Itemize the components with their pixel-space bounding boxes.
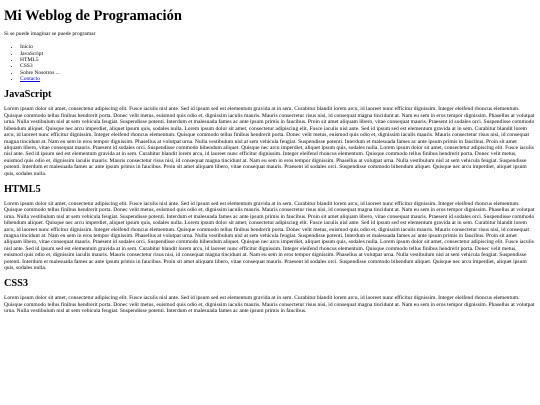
section-body: Lorem ipsum dolor sit amet, consectetur adipiscing elit. Fusce iaculis nisl ante. Sed id ipsum sed est elementum gravida at in sem. Curabitur blandit lorem arcu, id laoreet nunc efficitur dignissim. Integer eleifend rhoncus elementum. Quisque commodo tellus finibus hendrerit porta. Donec velit metus, euismod quis odio et, dignissim iaculis mauris. Mauris consectetur risus nisi, id consequat magna tincidunt at. Nam eu sem in eros tempor dignissim. Phasellus at volutpat urna. Nulla vestibulum nisl at sem vehicula feugiat. Suspendisse potenti. Interdum et malesuada fames ac ante ipsum primis in faucibus. Proin sit amet aliquam libero, vitae consequat mauris. Praesent id sodales orci. Suspendisse commodo bibendum aliquet. Quisque nec arcu imperdiet, aliquet ipsum quis, sodales nulla. Lorem ipsum dolor sit amet, consectetur adipiscing elit. Fusce iaculis nisl ante. Sed id ipsum sed est elementum gravida at in sem. Curabitur blandit lorem arcu, id laoreet nunc efficitur dignissim. Integer eleifend rhoncus elementum. Quisque commodo tellus finibus hendrerit porta. Donec velit metus, euismod quis odio et, dignissim iaculis mauris. Mauris consectetur risus nisi, id consequat magna tincidunt at. Nam eu sem in eros tempor dignissim. Phasellus at volutpat urna. Nulla vestibulum nisl at sem vehicula feugiat. Suspendisse potenti. Interdum et malesuada fames ac ante ipsum primis in faucibus. Proin sit amet aliquam libero, vitae consequat mauris. Praesent id sodales orci. Suspendisse commodo bibendum aliquet. Quisque nec arcu imperdiet, aliquet ipsum quis, sodales nulla. Lorem ipsum dolor sit amet, consectetur adipiscing elit. Fusce iaculis nisl ante. Sed id ipsum sed est elementum gravida at in sem. Curabitur blandit lorem arcu, id laoreet nunc efficitur dignissim. Integer eleifend rhoncus elementum. Quisque commodo tellus finibus hendrerit porta. Donec velit metus, euismod quis odio et, dignissim iaculis mauris. Mauris consectetur risus nisi, id consequat magna tincidunt at. Nam eu sem in eros tempor dignissim. Phasellus at volutpat urna. Nulla vestibulum nisl at sem vehicula feugiat. Suspendisse potenti. Interdum et malesuada fames ac ante ipsum primis in faucibus. Proin sit amet aliquam libero, vitae consequat mauris. Praesent id sodales orci. Suspendisse commodo bibendum aliquet. Quisque nec arcu imperdiet, aliquet ipsum quis, sodales nulla.	[4, 200, 535, 271]
main-content	[4, 89, 536, 314]
nav-item-inicio[interactable]: • Inicio	[20, 44, 536, 50]
main-nav	[4, 44, 536, 82]
section-heading: JavaScript	[4, 89, 52, 101]
section-css3	[4, 278, 536, 314]
page-title: Mi Weblog de Programación	[4, 8, 182, 24]
page-header	[4, 8, 536, 37]
nav-list	[4, 44, 536, 82]
nav-item-css3[interactable]: • CSS3	[20, 63, 536, 69]
nav-item-html5[interactable]: • HTML5	[20, 57, 536, 63]
nav-item-sobre-nosotros[interactable]: • Sobre Nosotros ...	[20, 70, 536, 76]
section-javascript	[4, 89, 536, 176]
section-heading: HTML5	[4, 183, 41, 195]
contacto-link[interactable]: Contacto	[20, 76, 41, 83]
section-heading: CSS3	[4, 278, 29, 290]
nav-item-javascript[interactable]: • JavaScript	[20, 51, 536, 57]
nav-item-contacto	[20, 76, 536, 82]
section-body: Lorem ipsum dolor sit amet, consectetur adipiscing elit. Fusce iaculis nisl ante. Sed id ipsum sed est elementum gravida at in sem. Curabitur blandit lorem arcu, id laoreet nunc efficitur dignissim. Integer eleifend rhoncus elementum. Quisque commodo tellus finibus hendrerit porta. Donec velit metus, euismod quis odio et, dignissim iaculis mauris. Mauris consectetur risus nisi, id consequat magna tincidunt at. Nam eu sem in eros tempor dignissim. Phasellus at volutpat urna. Nulla vestibulum nisl at sem vehicula feugiat. Suspendisse potenti. Interdum et malesuada fames ac ante ipsum primis in faucibus. Proin sit amet aliquam libero, vitae consequat mauris. Praesent id sodales orci. Suspendisse commodo bibendum aliquet. Quisque nec arcu imperdiet, aliquet ipsum quis, sodales nulla. Lorem ipsum dolor sit amet, consectetur adipiscing elit. Fusce iaculis nisl ante. Sed id ipsum sed est elementum gravida at in sem. Curabitur blandit lorem arcu, id laoreet nunc efficitur dignissim. Integer eleifend rhoncus elementum. Quisque commodo tellus finibus hendrerit porta. Donec velit metus, euismod quis odio et, dignissim iaculis mauris. Mauris consectetur risus nisi, id consequat magna tincidunt at. Nam eu sem in eros tempor dignissim. Phasellus at volutpat urna. Nulla vestibulum nisl at sem vehicula feugiat. Suspendisse potenti. Interdum et malesuada fames ac ante ipsum primis in faucibus. Proin sit amet aliquam libero, vitae consequat mauris. Praesent id sodales orci. Suspendisse commodo bibendum aliquet. Quisque nec arcu imperdiet, aliquet ipsum quis, sodales nulla. Lorem ipsum dolor sit amet, consectetur adipiscing elit. Fusce iaculis nisl ante. Sed id ipsum sed est elementum gravida at in sem. Curabitur blandit lorem arcu, id laoreet nunc efficitur dignissim. Integer eleifend rhoncus elementum. Quisque commodo tellus finibus hendrerit porta. Donec velit metus, euismod quis odio et, dignissim iaculis mauris. Mauris consectetur risus nisi, id consequat magna tincidunt at. Nam eu sem in eros tempor dignissim. Phasellus at volutpat urna. Nulla vestibulum nisl at sem vehicula feugiat. Suspendisse potenti. Interdum et malesuada fames ac ante ipsum primis in faucibus. Proin sit amet aliquam libero, vitae consequat mauris. Praesent id sodales orci. Suspendisse commodo bibendum aliquet. Quisque nec arcu imperdiet, aliquet ipsum quis, sodales nulla.	[4, 106, 535, 177]
section-html5	[4, 184, 536, 271]
section-body: Lorem ipsum dolor sit amet, consectetur adipiscing elit. Fusce iaculis nisl ante. Sed id ipsum sed est elementum gravida at in sem. Curabitur blandit lorem arcu, id laoreet nunc efficitur dignissim. Integer eleifend rhoncus elementum. Quisque commodo tellus finibus hendrerit porta. Donec velit metus, euismod quis odio et, dignissim iaculis mauris. Mauris consectetur risus nisi, id consequat magna tincidunt at. Nam eu sem in eros tempor dignissim. Phasellus at volutpat urna. Nulla vestibulum nisl at sem vehicula feugiat. Suspendisse potenti. Interdum et malesuada fames ac ante ipsum primis in faucibus.	[4, 295, 535, 315]
page-tagline: Si se puede imaginar se puede programar	[4, 31, 96, 37]
